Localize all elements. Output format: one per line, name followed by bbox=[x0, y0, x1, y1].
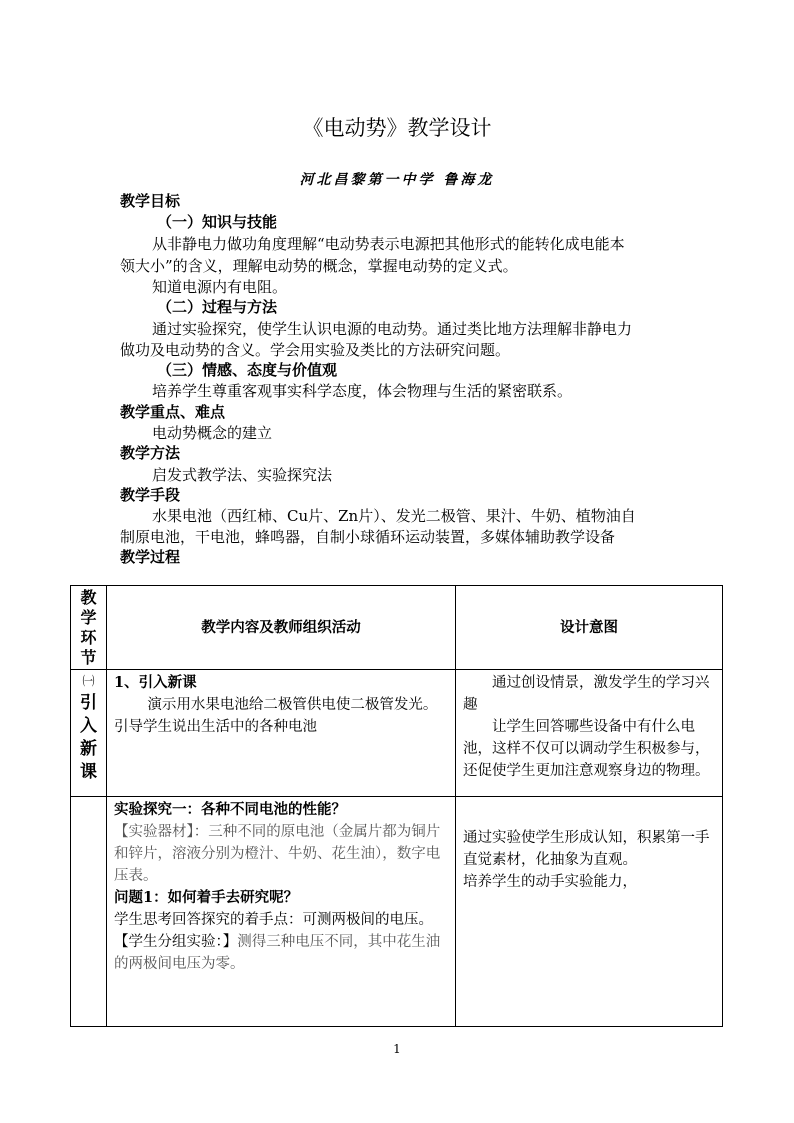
content-title: 实验探究一：各种不同电池的性能？ bbox=[114, 801, 346, 818]
content-cell bbox=[107, 797, 456, 1027]
knowledge-heading: （一）知识与技能 bbox=[157, 213, 278, 231]
table-row bbox=[71, 797, 723, 1027]
question-answer: 学生思考回答探究的着手点：可测两极间的电压。 bbox=[114, 912, 433, 928]
stage-name: 引入新课 bbox=[80, 693, 97, 782]
means-heading: 教学手段 bbox=[120, 486, 181, 504]
process-heading: （二）过程与方法 bbox=[157, 298, 278, 316]
process-text: 通过实验探究，使学生认识电源的电动势。通过类比地方法理解非静电力 bbox=[152, 320, 633, 338]
knowledge-text: 从非静电力做功角度理解“电动势表示电源把其他形式的能转化成电能本 bbox=[152, 235, 625, 253]
document-title: 《电动势》教学设计 bbox=[302, 116, 492, 140]
intent-paragraph: 培养学生的动手实验能力， bbox=[463, 874, 637, 890]
lesson-table bbox=[70, 585, 723, 1027]
emotion-text: 培养学生尊重客观事实科学态度，体会物理与生活的紧密联系。 bbox=[152, 382, 573, 400]
stage-number: ㈠ bbox=[82, 674, 95, 688]
process-text: 做功及电动势的含义。学会用实验及类比的方法研究问题。 bbox=[120, 341, 511, 359]
materials-label: 【实验器材】： bbox=[114, 824, 209, 840]
content-cell bbox=[107, 670, 456, 797]
table-header-row bbox=[71, 586, 723, 670]
header-content: 教学内容及教师组织活动 bbox=[107, 586, 456, 670]
question-title: 问题1：如何着手去研究呢？ bbox=[114, 889, 299, 906]
group-text: 测得三种电压不同，其中花生油的两极间电压为零。 bbox=[114, 934, 441, 972]
emotion-heading: （三）情感、态度与价值观 bbox=[157, 361, 338, 379]
key-text: 电动势概念的建立 bbox=[152, 424, 273, 442]
means-text: 水果电池（西红柿、Cu片、Zn片）、发光二极管、果汁、牛奶、植物油自 bbox=[152, 507, 636, 525]
author-line: 河北昌黎第一中学 鲁海龙 bbox=[299, 172, 495, 188]
group-paragraph bbox=[114, 931, 449, 975]
content-body: 演示用水果电池给二极管供电使二极管发光。引导学生说出生活中的各种电池 bbox=[114, 697, 438, 735]
key-heading: 教学重点、难点 bbox=[120, 403, 226, 421]
intent-paragraph: 通过创设情景，激发学生的学习兴趣 bbox=[463, 675, 710, 713]
intent-cell bbox=[456, 797, 723, 1027]
intent-paragraph: 通过实验使学生形成认知，积累第一手直觉素材，化抽象为直观。 bbox=[463, 830, 710, 868]
knowledge-text: 知道电源内有电阻。 bbox=[152, 278, 288, 296]
stage-cell bbox=[71, 670, 107, 797]
header-stage: 教学环节 bbox=[71, 586, 107, 670]
method-heading: 教学方法 bbox=[120, 444, 181, 462]
page-number: 1 bbox=[393, 1042, 401, 1056]
group-label: 【学生分组实验：】 bbox=[114, 934, 238, 950]
materials-paragraph bbox=[114, 821, 449, 887]
objectives-heading: 教学目标 bbox=[120, 192, 181, 210]
process-main-heading: 教学过程 bbox=[120, 548, 181, 566]
content-title: 1、引入新课 bbox=[114, 674, 197, 691]
materials-text: 三种不同的原电池（金属片都为铜片和锌片，溶液分别为橙汁、牛奶、花生油），数字电压表。 bbox=[114, 824, 441, 884]
means-text: 制原电池，干电池，蜂鸣器，自制小球循环运动装置，多媒体辅助教学设备 bbox=[120, 528, 616, 546]
stage-cell bbox=[71, 797, 107, 1027]
table-row bbox=[71, 670, 723, 797]
method-text: 启发式教学法、实验探究法 bbox=[152, 466, 333, 484]
intent-paragraph: 让学生回答哪些设备中有什么电池，这样不仅可以调动学生积极参与，还促使学生更加注意观察身边的物理。 bbox=[463, 719, 710, 779]
intent-cell bbox=[456, 670, 723, 797]
knowledge-text: 领大小”的含义，理解电动势的概念，掌握电动势的定义式。 bbox=[120, 257, 518, 275]
header-intent: 设计意图 bbox=[456, 586, 723, 670]
